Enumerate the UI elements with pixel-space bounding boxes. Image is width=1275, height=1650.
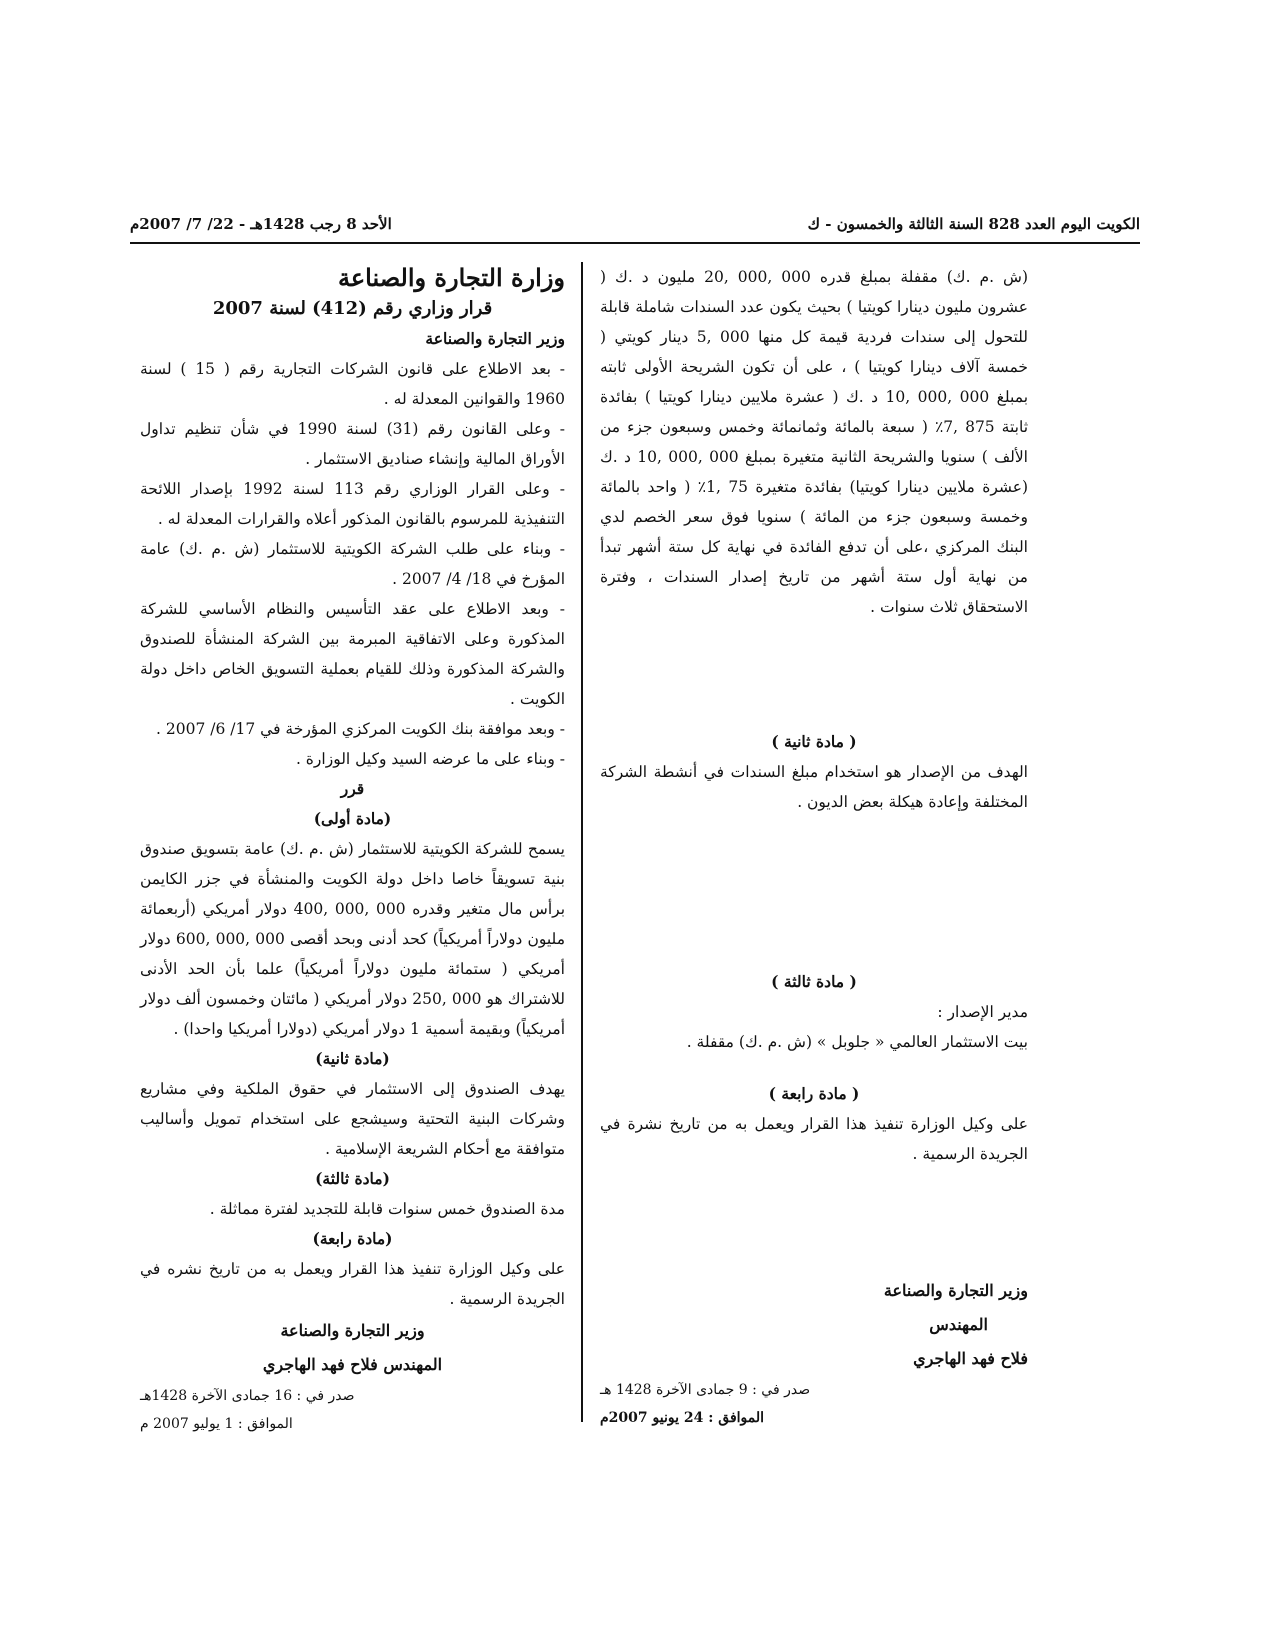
right-signature-name: فلاح فهد الهاجري — [913, 1349, 1028, 1368]
right-article2-title: ( مادة ثانية ) — [771, 732, 857, 751]
left-article3-text: مدة الصندوق خمس سنوات قابلة للتجديد لفترة مماثلة . — [209, 1200, 565, 1218]
preamble-item: - وعلى القرار الوزاري رقم 113 لسنة 1992 بإصدار اللائحة التنفيذية للمرسوم بالقانون المذكور أعلاه والقرارات المعدلة له . — [140, 480, 565, 528]
minister-line: وزير التجارة والصناعة — [425, 329, 565, 348]
decided-heading: قرر — [340, 779, 365, 798]
left-column — [140, 262, 565, 1438]
ministry-heading: وزارة التجارة والصناعة — [337, 263, 565, 292]
left-article3-title: (مادة ثالثة) — [315, 1169, 390, 1188]
left-signature-name: المهندس فلاح فهد الهاجري — [262, 1355, 443, 1374]
right-column — [600, 262, 1028, 1432]
decision-title: قرار وزاري رقم (412) لسنة 2007 — [212, 298, 493, 319]
right-article2-text: الهدف من الإصدار هو استخدام مبلغ السندات في أنشطة الشركة المختلفة وإعادة هيكلة بعض الديون . — [600, 763, 1028, 811]
bond-issue-paragraph: (ش .م .ك) مقفلة بمبلغ قدره 000 ,000 ,20 مليون د .ك ( عشرون مليون دينارا كويتيا ) بحيث يكون عدد السندات شاملة قابلة للتحول إلى سندات فردية قيمة كل منها 000 ,5 دينار كويتي ( خمسة آلاف دينارا كويتيا ) ، على أن تكون الشريحة الأولى ثابته بمبلغ 000 ,000 ,10 د .ك ( عشرة ملايين دينارا كويتيا ) بفائدة ثابتة 875 ,7٪ ( سبعة بالمائة وثمانمائة وخمس وسبعون جزء من الألف ) سنويا والشريحة الثانية متغيرة بمبلغ 000 ,000 ,10 د .ك (عشرة ملايين دينارا كويتيا) بفائدة متغيرة 75 ,1٪ ( واحد بالمائة وخمسة وسبعون جزء من المائة ) سنويا فوق سعر الخصم لدي البنك المركزي ،على أن تدفع الفائدة في نهاية كل ستة أشهر تبدأ من نهاية أول ستة أشهر من تاريخ إصدار السندات ، وفترة الاستحقاق ثلاث سنوات . — [600, 268, 1029, 616]
left-article2-text: يهدف الصندوق إلى الاستثمار في حقوق الملكية وفي مشاريع وشركات البنية التحتية وسيشجع على استخدام تمويل وأساليب متوافقة مع أحكام الشريعة الإسلامية . — [140, 1080, 565, 1158]
preamble-item: - وبعد الاطلاع على عقد التأسيس والنظام الأساسي للشركة المذكورة وعلى الاتفاقية المبرمة بين الشركة المنشأة للصندوق والشركة المذكورة وذلك للقيام بعملية التسويق الخاص داخل دولة الكويت . — [140, 600, 565, 708]
header-date: الأحد 8 رجب 1428هـ - 22/ 7/ 2007م — [130, 215, 392, 233]
preamble-item: - وبعد موافقة بنك الكويت المركزي المؤرخة في 17/ 6/ 2007 . — [156, 720, 565, 738]
preamble-item: - بعد الاطلاع على قانون الشركات التجارية رقم ( 15 ) لسنة 1960 والقوانين المعدلة له . — [140, 360, 565, 408]
left-signature-title: وزير التجارة والصناعة — [280, 1321, 425, 1340]
left-article4-title: (مادة رابعة) — [312, 1229, 393, 1248]
header-divider — [130, 242, 1140, 244]
page-header — [130, 215, 1140, 245]
left-article1-title: (مادة أولى) — [313, 809, 392, 828]
left-corresponding-date: الموافق : 1 يوليو 2007 م — [140, 1416, 293, 1432]
left-article4-text: على وكيل الوزارة تنفيذ هذا القرار ويعمل به من تاريخ نشره في الجريدة الرسمية . — [140, 1260, 565, 1308]
right-signature-engineer: المهندس — [929, 1315, 988, 1334]
preamble-item: - وبناء على ما عرضه السيد وكيل الوزارة . — [295, 750, 565, 768]
left-article1-text: يسمح للشركة الكويتية للاستثمار (ش .م .ك) عامة بتسويق صندوق بنية تسويقاً خاصا داخل دولة الكويت والمنشأة في جزر الكايمن برأس مال متغير وقدره 000 ,000 ,400 دولار أمريكي (أربعمائة مليون دولاراً أمريكياً) كحد أدنى وبحد أقصى 000 ,000 ,600 دولار أمريكي ( ستمائة مليون دولاراً أمريكياً) علما بأن الحد الأدنى للاشتراك هو 000 ,250 دولار أمريكي ( مائتان وخمسون ألف دولار أمريكياً) وبقيمة أسمية 1 دولار أمريكي (دولارا أمريكيا واحدا) . — [140, 840, 566, 1038]
preamble-item: - وبناء على طلب الشركة الكويتية للاستثمار (ش .م .ك) عامة المؤرخ في 18/ 4/ 2007 . — [140, 540, 565, 588]
right-article3-line1: مدير الإصدار : — [937, 1003, 1028, 1021]
right-article3-line2: بيت الاستثمار العالمي « جلوبل » (ش .م .ك) مقفلة . — [686, 1033, 1028, 1051]
header-issue: الكويت اليوم العدد 828 السنة الثالثة والخمسون - ك — [807, 215, 1140, 233]
right-signature-title: وزير التجارة والصناعة — [883, 1281, 1028, 1300]
preamble-item: - وعلى القانون رقم (31) لسنة 1990 في شأن تنظيم تداول الأوراق المالية وإنشاء صناديق الاستثمار . — [140, 420, 565, 468]
right-article3-title: ( مادة ثالثة ) — [771, 972, 857, 991]
left-article2-title: (مادة ثانية) — [315, 1049, 390, 1068]
right-article4-text: على وكيل الوزارة تنفيذ هذا القرار ويعمل به من تاريخ نشرة في الجريدة الرسمية . — [600, 1115, 1028, 1163]
right-issued-date: صدر في : 9 جمادى الآخرة 1428 هـ — [600, 1382, 811, 1398]
left-issued-date: صدر في : 16 جمادى الآخرة 1428هـ — [140, 1388, 355, 1404]
column-divider — [581, 262, 583, 1422]
right-article4-title: ( مادة رابعة ) — [768, 1084, 860, 1103]
right-corresponding-date: الموافق : 24 يونيو 2007م — [600, 1410, 765, 1426]
